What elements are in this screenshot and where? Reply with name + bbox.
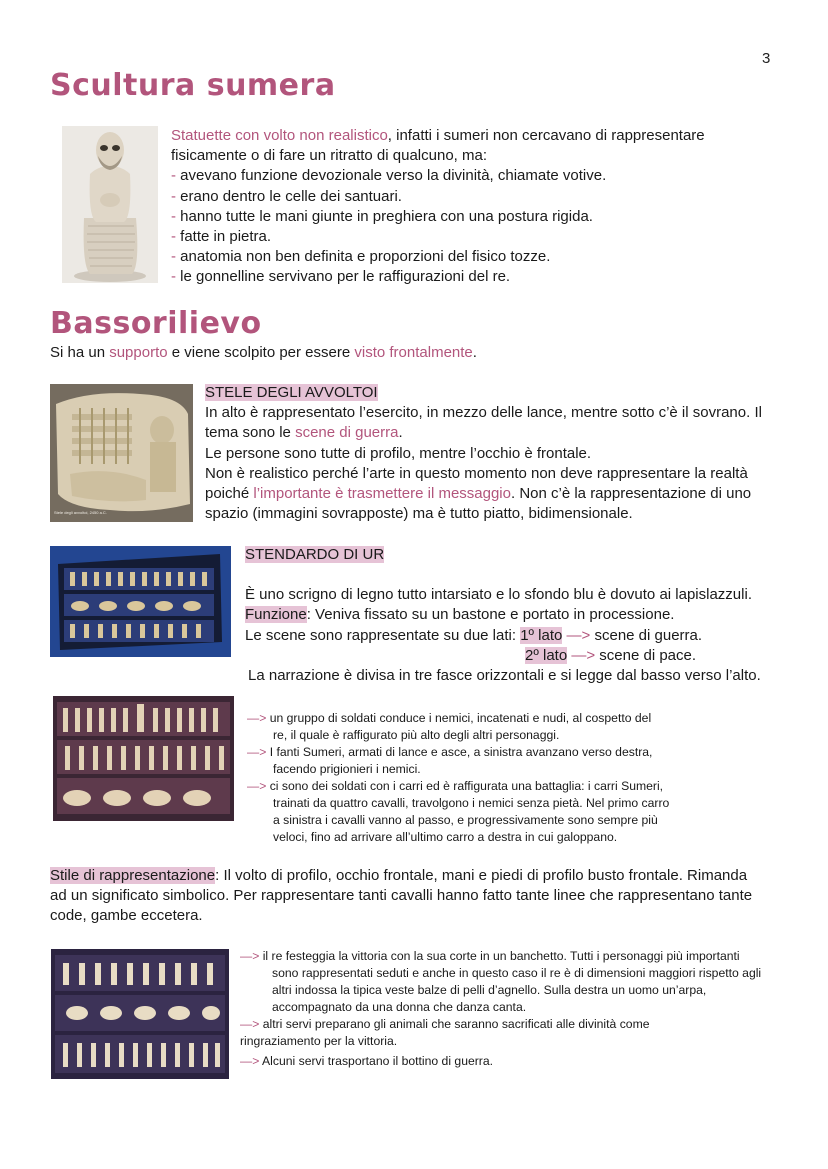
scultura-intro-rest: , infatti i sumeri non cercavano di rappresentare xyxy=(387,127,705,144)
stele-text: STELE DEGLI AVVOLTOI In alto è rappresentato l’esercito, in mezzo delle lance, mentre sotto c’è il sovrano. Il tema sono le scene di guerra. Le persone sono tutte di profilo, mentre l’occhio è frontale. Non è realistico perché l’arte in questo momento non deve rappresentare la realtà poiché l’importante è trasmettere il messaggio. Non c’è la rappresentazione di uno spazio (immagini sovrapposte) ma è tutto piatto, bidimensionale. xyxy=(205,383,785,524)
list-item: —> il re festeggia la vittoria con la sua corte in un banchetto. Tutti i personaggi più importanti xyxy=(240,949,740,963)
list-item: —> Alcuni servi trasportano il bottino di guerra. xyxy=(240,1054,494,1068)
list-item: - hanno tutte le mani giunte in preghiera con una postura rigida. xyxy=(171,207,593,225)
list-item: - avevano funzione devozionale verso la divinità, chiamate votive. xyxy=(171,167,607,185)
stendardo-title: STENDARDO DI UR xyxy=(245,546,385,563)
guerra-text: —> un gruppo di soldati conduce i nemici, incatenati e nudi, al cospetto del re, il quale è raffigurato più alto degli altri personaggi. —> I fanti Sumeri, armati di lance e asce, a sinistra avanzano verso destra, facendo prigionieri i nemici. —> ci sono dei soldati con i carri ed è raffigurata una battaglia: i carri Sumeri, trainati da quattro cavalli, travolgono i nemici senza pietà. Nel primo carro a sinistra i cavalli vanno al passo, e progressivamente sono sempre più veloci, fino ad arrivare all’ultimo carro a destra in cui galoppano. xyxy=(247,710,727,846)
list-item: - erano dentro le celle dei santuari. xyxy=(171,187,402,205)
stele-caption: Stele degli avvoltoi, 2450 a.C. xyxy=(54,510,107,515)
stendardo-image xyxy=(50,546,231,657)
pace-text: —> il re festeggia la vittoria con la sua corte in un banchetto. Tutti i personaggi più importanti sono rappresentati seduti e anche in questo caso il re è di dimensioni maggiori rispetto agli altri indossa la tipica veste balze di pelli d’agnello. Sulla destra un uomo un’arpa, accompagnato da una donna che danza canta. —> altri servi preparano gli animali che saranno sacrificati alle divinità come ringraziamento per la vittoria. —> Alcuni servi trasportano il bottino di guerra. xyxy=(240,948,800,1070)
scultura-intro-line2: fisicamente o di fare un ritratto di qualcuno, ma: xyxy=(171,147,487,165)
list-item: —> un gruppo di soldati conduce i nemici, incatenati e nudi, al cospetto del xyxy=(247,711,652,725)
list-item: —> ci sono dei soldati con i carri ed è raffigurata una battaglia: i carri Sumeri, xyxy=(247,779,664,793)
list-item: —> I fanti Sumeri, armati di lance e asce, a sinistra avanzano verso destra, xyxy=(247,745,653,759)
stile-text: Stile di rappresentazione: Il volto di profilo, occhio frontale, mani e piedi di profilo busto frontale. Rimanda ad un significato simbolico. Per rappresentare tanti cavalli hanno fatto tante linee che rappresentano tante code, gambe eccetera. xyxy=(50,867,753,925)
scultura-intro-highlight: Statuette con volto non realistico xyxy=(171,127,388,144)
list-item: - fatte in pietra. xyxy=(171,228,272,246)
list-item: - anatomia non ben definita e proporzioni del fisico tozze. xyxy=(171,248,551,266)
scultura-text xyxy=(171,126,771,288)
stile-label: Stile di rappresentazione xyxy=(50,867,216,884)
stendardo-illustration xyxy=(50,546,231,657)
guerra-image xyxy=(53,696,234,821)
page-number: 3 xyxy=(762,50,771,67)
keyword-supporto: supporto xyxy=(109,344,168,361)
pace-image xyxy=(51,949,229,1079)
funzione-label: Funzione xyxy=(245,606,307,624)
stele-illustration xyxy=(50,384,193,522)
scultura-intro-line xyxy=(171,126,771,146)
list-item: - le gonnelline servivano per le raffigurazioni del re. xyxy=(171,268,511,286)
statuette-image xyxy=(62,126,158,283)
stendardo-narrazione: La narrazione è divisa in tre fasce orizzontali e si legge dal basso verso l’alto. xyxy=(248,667,761,684)
keyword-messaggio: l’importante è trasmettere il messaggio xyxy=(253,485,511,503)
section-title-scultura: Scultura sumera xyxy=(50,68,336,103)
stendardo-text: STENDARDO DI UR È uno scrigno di legno tutto intarsiato e lo sfondo blu è dovuto ai lapislazzuli. Funzione: Veniva fissato su un bastone e portato in processione. Le scene sono rappresentate su due lati: 1º lato —> scene di guerra. 2º lato —> scene di pace. xyxy=(245,545,805,666)
section-title-bassorilievo: Bassorilievo xyxy=(50,306,262,341)
lato1-label: 1º lato xyxy=(520,626,563,644)
keyword-visto-frontalmente: visto frontalmente xyxy=(354,344,473,361)
keyword-scene-di-guerra: scene di guerra xyxy=(295,424,399,442)
statuette-illustration xyxy=(62,126,158,283)
list-item: —> altri servi preparano gli animali che saranno sacrificati alle divinità come xyxy=(240,1017,650,1031)
bassorilievo-intro: Si ha un supporto e viene scolpito per essere visto frontalmente. xyxy=(50,344,477,361)
stele-title: STELE DEGLI AVVOLTOI xyxy=(205,384,378,401)
pace-illustration xyxy=(51,949,229,1079)
stele-image xyxy=(50,384,193,522)
lato2-label: 2º lato xyxy=(525,646,568,664)
guerra-illustration xyxy=(53,696,234,821)
